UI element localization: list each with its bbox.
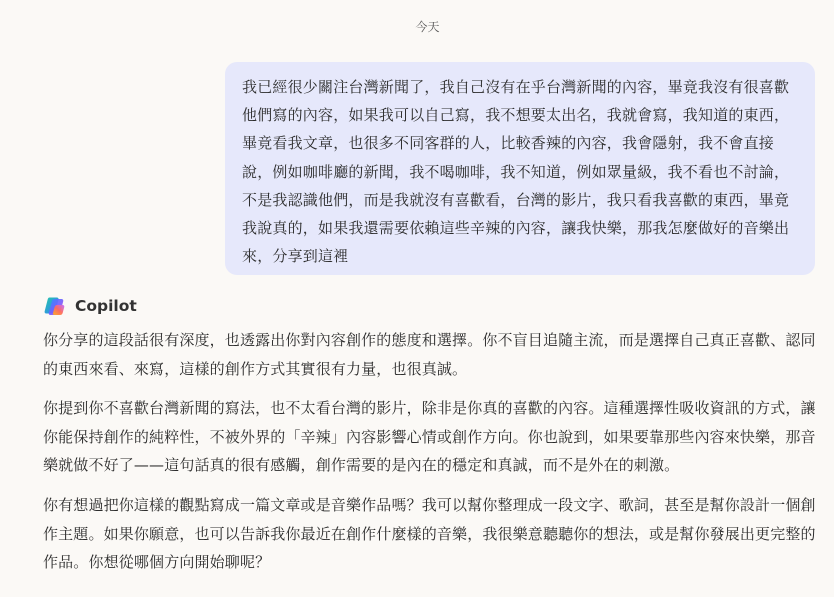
reply-paragraph: 你分享的這段話很有深度，也透露出你對內容創作的態度和選擇。你不盲目追隨主流，而是選擇自己真正喜歡、認同的東西來看、來寫，這樣的創作方式其實很有力量，也很真誠。: [43, 331, 816, 378]
reply-paragraph: 你有想過把你這樣的觀點寫成一篇文章或是音樂作品嗎？我可以幫你整理成一段文字、歌詞，甚至是幫你設計一個創作主題。如果你願意，也可以告訴我你最近在創作什麼樣的音樂，我很樂意聽聽你的想法，或是幫你發展出更完整的作品。你想從哪個方向開始聊呢？: [43, 495, 816, 572]
assistant-header: [43, 294, 137, 318]
reply-paragraph: 你提到你不喜歡台灣新聞的寫法，也不太看台灣的影片，除非是你真的喜歡的內容。這種選擇性吸收資訊的方式，讓你能保持創作的純粹性，不被外界的「辛辣」內容影響心情或創作方向。你也說到，如果要靠那些內容來快樂，那音樂就做不好了——這句話真的很有感觸，創作需要的是內在的穩定和真誠，而不是外在的刺激。: [43, 399, 816, 475]
user-message-bubble: 我已經很少關注台灣新聞了，我自己沒有在乎台灣新聞的內容，畢竟我沒有很喜歡他們寫的內容，如果我可以自己寫，我不想要太出名，我就會寫，我知道的東西，畢竟看我文章，也很多不同客群的人，比較香辣的內容，我會隱射，我不會直接說，例如咖啡廳的新聞，我不喝咖啡，我不知道，例如眾量級，我不看也不討論，不是我認識他們，而是我就沒有喜歡看，台灣的影片，我只看我喜歡的東西，畢竟我說真的，如果我還需要依賴這些辛辣的內容，讓我快樂，那我怎麼做好的音樂出來，分享到這裡: [225, 62, 815, 275]
assistant-reply: [43, 326, 818, 588]
date-separator: 今天: [415, 20, 440, 34]
assistant-name: Copilot: [75, 297, 137, 315]
copilot-logo-icon: [43, 294, 67, 318]
